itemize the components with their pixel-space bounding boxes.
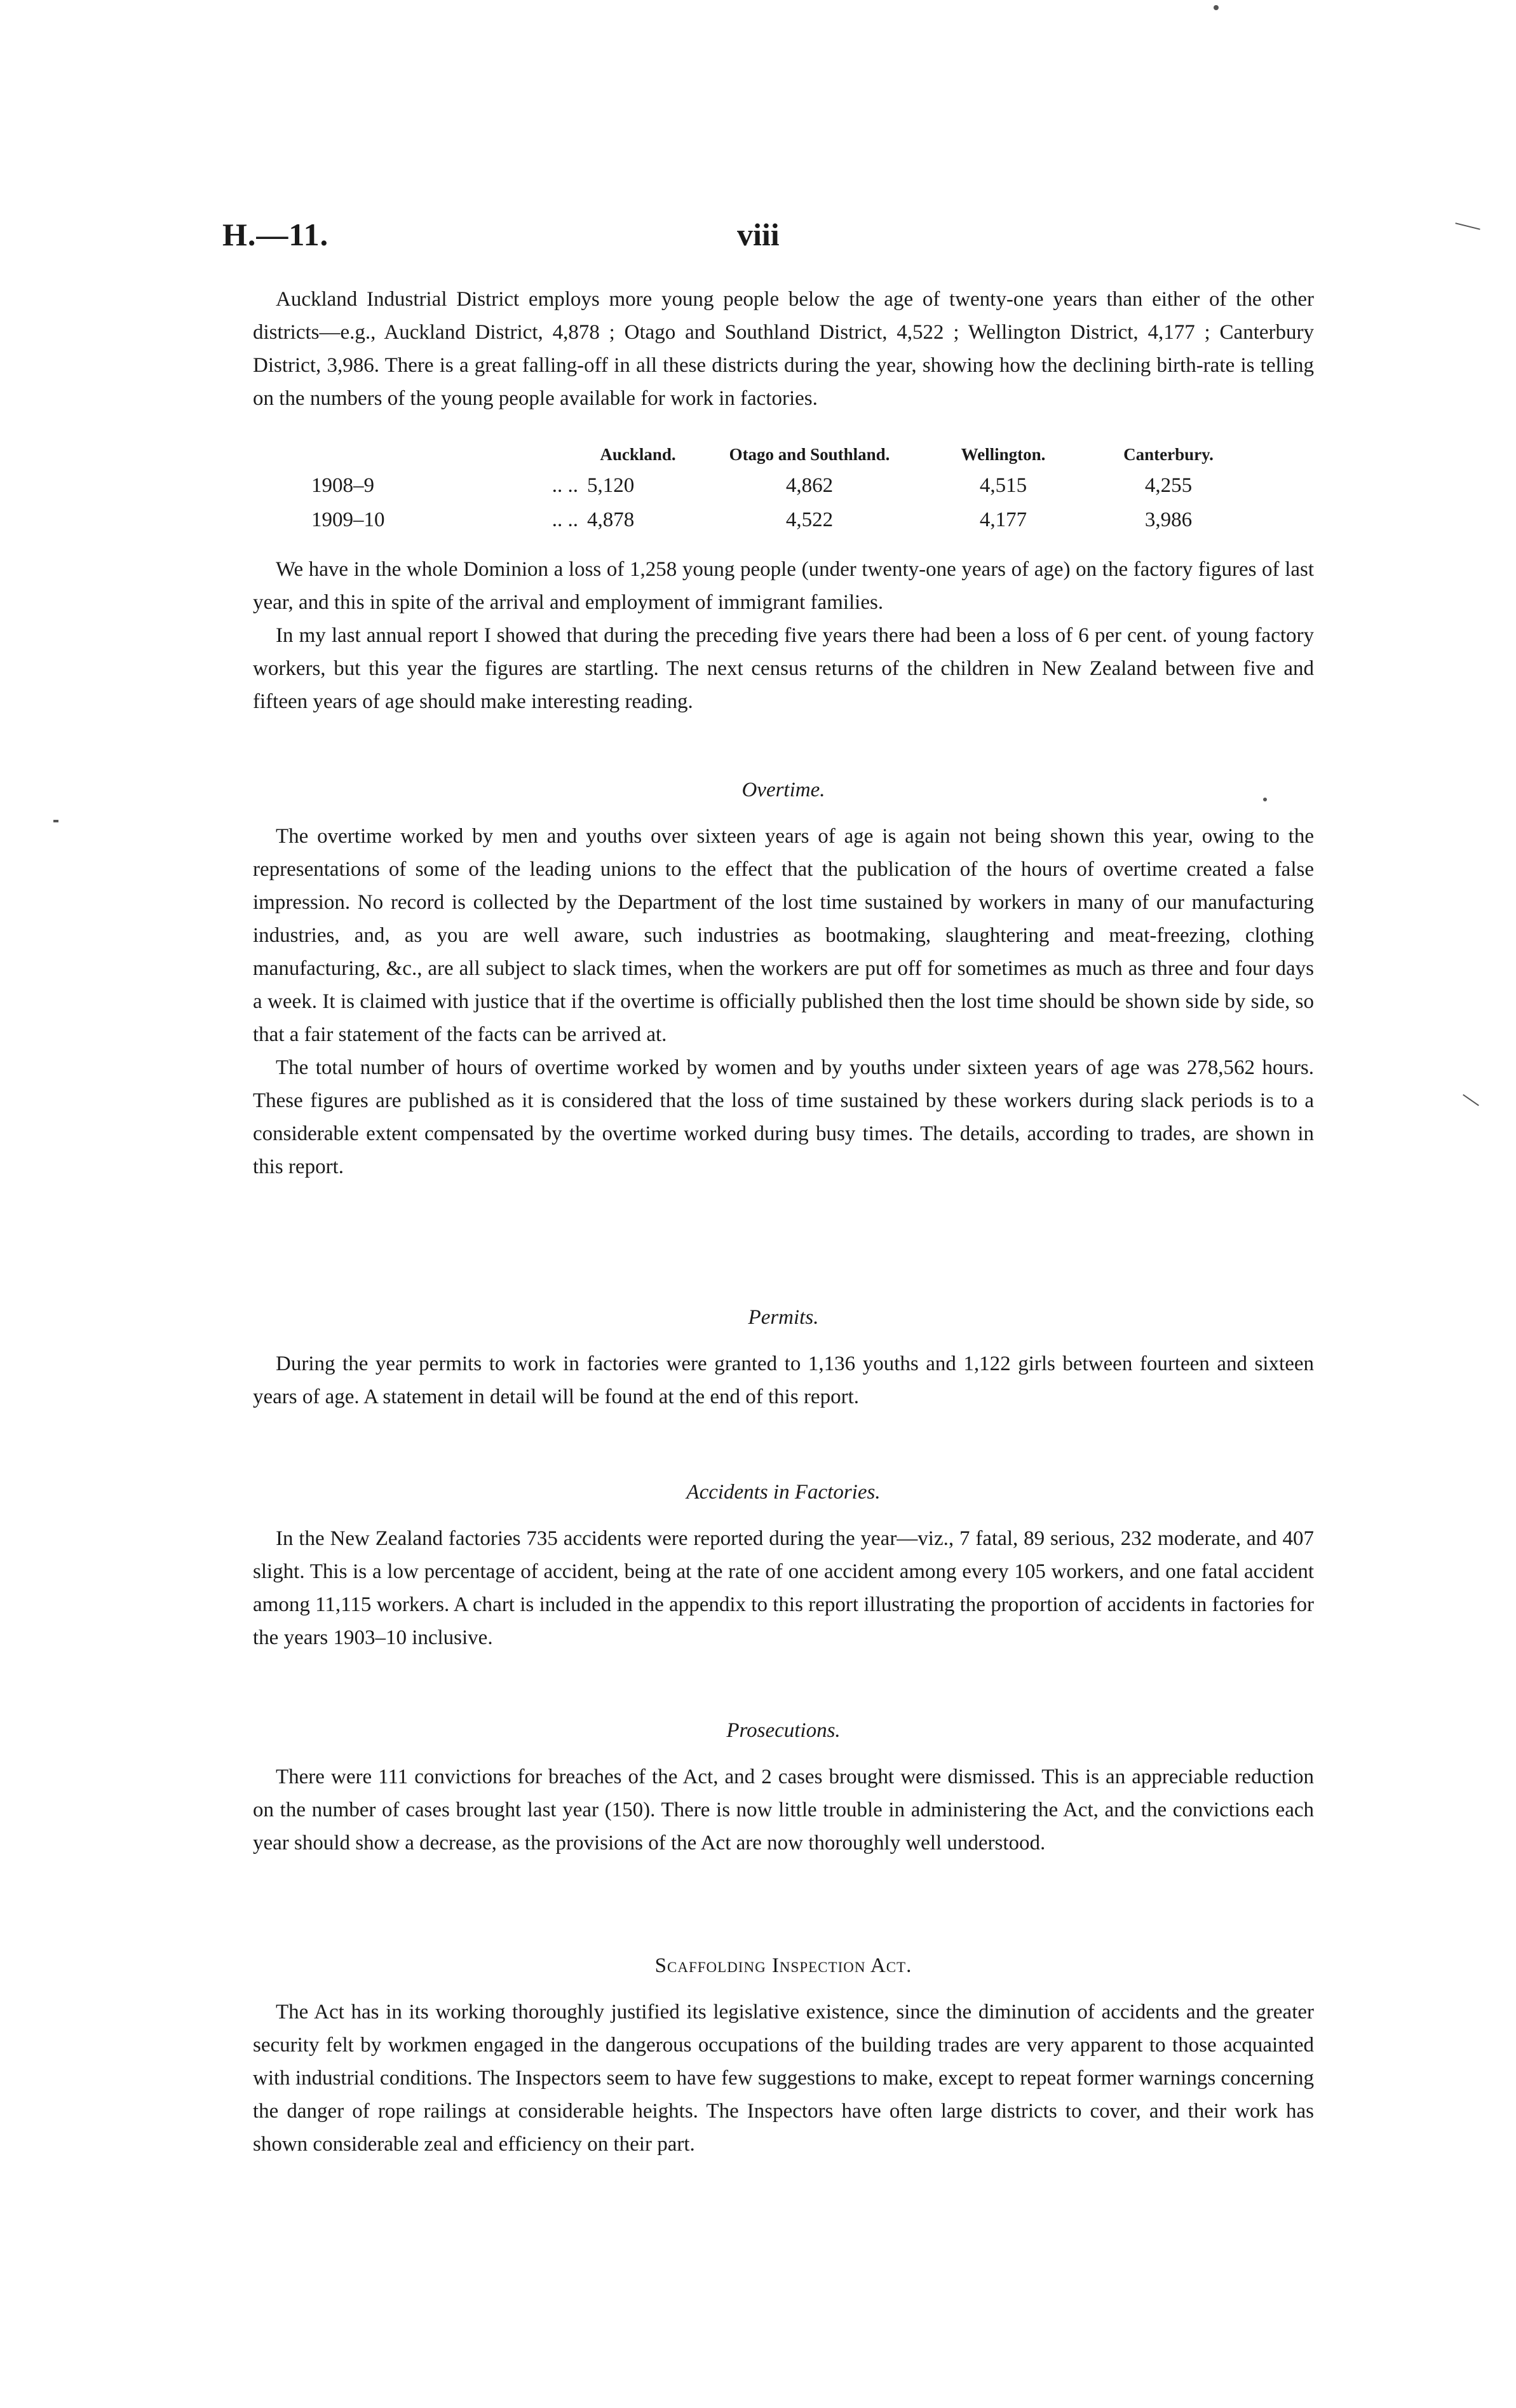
overtime-paragraph-1: The overtime worked by men and youths over sixteen years of age is again not being shown this year, owing to the representations of some of the leading unions to the effect that the publication of the hours of overtime created a false impression. No record is collected by the Department of the lost time sustained by workers in many of our manufacturing industries, and, as you are well aware, such industries as bootmaking, slaughtering and meat-freezing, clothing manufacturing, &c., are all subject to slack times, when the workers are put off for sometimes as much as three and four days a week. It is claimed with justice that if the overtime is officially published then the lost time should be shown side by side, so that a fair statement of the facts can be arrived at. — [253, 825, 1314, 1046]
prosecutions-paragraph: There were 111 convictions for breaches of the Act, and 2 cases brought were dismissed. This is an appreciable reduction on the number of cases brought last year (150). There is now little trouble in administering the Act, and the convictions each year should show a decrease, as the provisions of the Act are now thoroughly well understood. — [253, 1765, 1314, 1854]
prosecutions-section — [253, 1760, 1314, 1860]
row-year: 1908–9 — [311, 473, 374, 497]
cell-wellington: 4,177 — [979, 508, 1027, 531]
scaffolding-heading: Scaffolding Inspection Act. — [654, 1954, 912, 1977]
accidents-section — [253, 1522, 1314, 1654]
cell-otago-southland: 4,522 — [785, 508, 834, 531]
cell-canterbury: 3,986 — [1144, 508, 1193, 531]
scaffolding-section — [253, 1996, 1314, 2161]
table-header-canterbury: Canterbury. — [1123, 445, 1214, 464]
table-header-dots — [432, 445, 587, 468]
row-dots: .. .. — [552, 473, 578, 497]
cell-otago-southland: 4,862 — [785, 473, 834, 497]
page-number: viii — [737, 217, 780, 252]
margin-mark — [1463, 1094, 1479, 1106]
scan-speck — [1214, 5, 1219, 10]
startling-figures-paragraph: In my last annual report I showed that during the preceding five years there had been a loss of 6 per cent. of young factory workers, but this year the figures are startling. The next census returns of the children in New Zealand between five and fifteen years of age should make interesting reading. — [253, 624, 1314, 713]
cell-auckland: 5,120 — [587, 473, 635, 497]
overtime-heading: Overtime. — [741, 779, 825, 801]
margin-mark — [1455, 222, 1480, 230]
overtime-paragraph-2: The total number of hours of overtime worked by women and by youths under sixteen years of age was 278,562 hours. These figures are published as it is considered that the loss of time sustained by these workers during slack periods is to a considerable extent compensated by the overtime worked during busy times. The details, according to trades, are shown in this report. — [253, 1056, 1314, 1178]
dominion-loss-paragraph: We have in the whole Dominion a loss of 1,258 young people (under twenty-one years of age) on the factory figures of last year, and this in spite of the arrival and employment of immigrant families. — [253, 558, 1314, 614]
table-header-row — [311, 445, 1261, 468]
table-header-year — [311, 445, 432, 468]
intro-paragraph: Auckland Industrial District employs more young people below the age of twenty-one years than either of the other districts—e.g., Auckland District, 4,878 ; Otago and Southland District, 4,522 ; Wellington District, 4,177 ; Canterbury District, 3,986. There is a great falling-off in all these districts during the year, showing how the declining birth-rate is telling on the numbers of the young people available for work in factories. — [253, 288, 1314, 410]
row-dots: .. .. — [552, 508, 578, 531]
dominion-loss-section — [253, 553, 1314, 718]
scan-speck — [1263, 798, 1267, 801]
permits-paragraph: During the year permits to work in factories were granted to 1,136 youths and 1,122 girls between fourteen and sixteen years of age. A statement in detail will be found at the end of this report. — [253, 1352, 1314, 1408]
young-workers-table — [311, 445, 1261, 537]
permits-section — [253, 1347, 1314, 1413]
table-row — [311, 468, 1261, 503]
row-year: 1909–10 — [311, 508, 385, 531]
permits-heading: Permits. — [748, 1306, 819, 1329]
cell-canterbury: 4,255 — [1144, 473, 1193, 497]
cell-auckland: 4,878 — [587, 508, 635, 531]
accidents-paragraph: In the New Zealand factories 735 accidents were reported during the year—viz., 7 fatal, 89 serious, 232 moderate, and 407 slight. This is a low percentage of accident, being at the rate of one accident among every 105 workers, and one fatal accident among 11,115 workers. A chart is included in the appendix to this report illustrating the proportion of accidents in factories for the years 1903–10 inclusive. — [253, 1527, 1314, 1649]
overtime-section — [253, 820, 1314, 1183]
cell-wellington: 4,515 — [979, 473, 1027, 497]
table-header-auckland: Auckland. — [600, 445, 676, 464]
intro-section — [253, 283, 1314, 415]
table-header-otago-southland: Otago and Southland. — [729, 445, 890, 464]
scan-speck — [53, 820, 58, 822]
scaffolding-paragraph: The Act has in its working thoroughly justified its legislative existence, since the diminution of accidents and the greater security felt by workmen engaged in the dangerous occupations of the building trades are very apparent to those acquainted with industrial conditions. The Inspectors seem to have few suggestions to make, except to repeat former warnings concerning the danger of rope railings at considerable heights. The Inspectors have often large districts to cover, and their work has shown considerable zeal and efficiency on their part. — [253, 2001, 1315, 2156]
accidents-heading: Accidents in Factories. — [686, 1481, 881, 1504]
report-id: H.—11. — [222, 217, 329, 252]
table-row — [311, 503, 1261, 537]
table-header-wellington: Wellington. — [961, 445, 1046, 464]
prosecutions-heading: Prosecutions. — [726, 1719, 841, 1742]
